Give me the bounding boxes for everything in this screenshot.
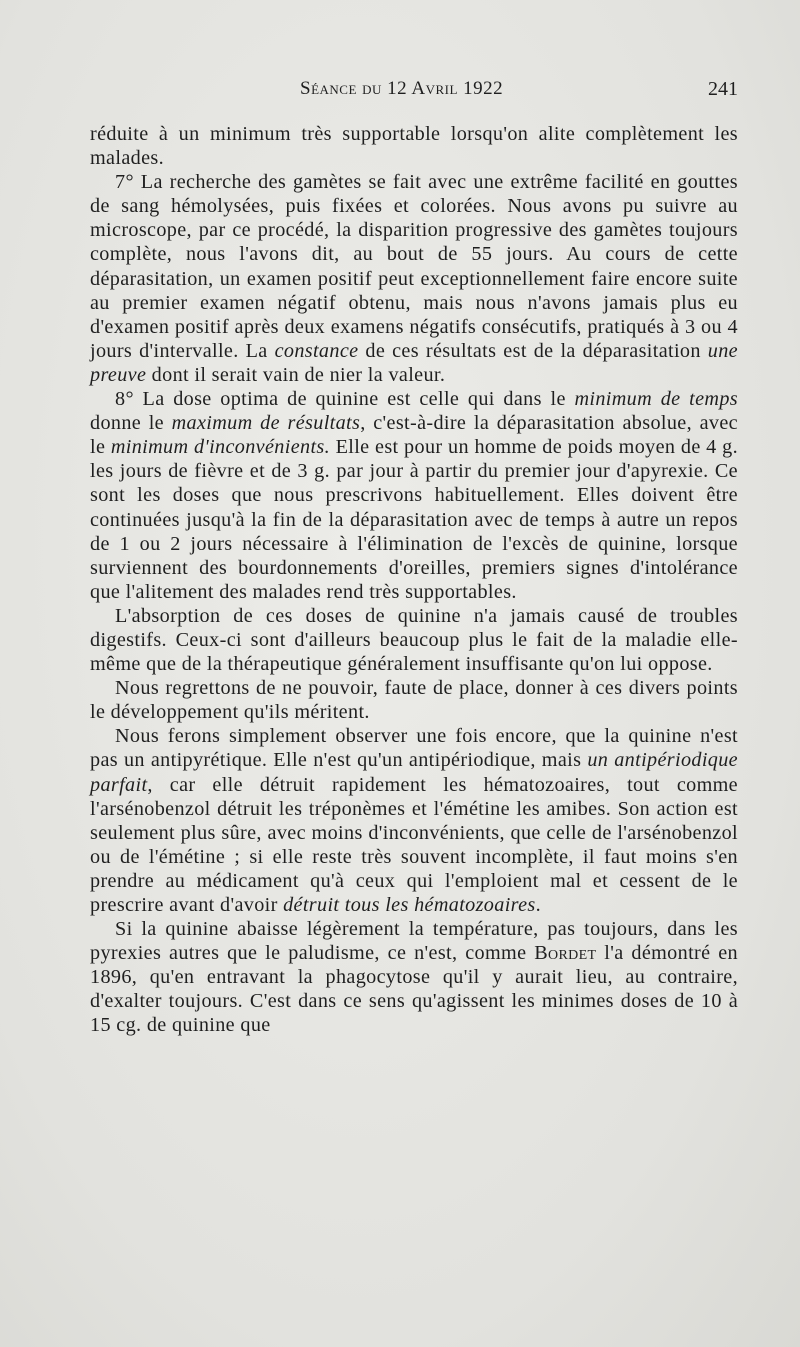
text-run: de ces résultats est de la déparasitation <box>358 339 708 362</box>
paragraph <box>90 724 738 917</box>
text-run: L'absorption de ces doses de quinine n'a jamais causé de troubles digestifs. Ceux-ci sont d'ailleurs beaucoup plus le fait de la maladie elle-même que de la thérapeutique généralement insuffisante qu'on lui oppose. <box>90 604 738 676</box>
text-run: donne le <box>90 412 172 435</box>
text-run: , c'est-à-dire la déparasitation absolue, avec le <box>90 412 738 459</box>
page-number: 241 <box>708 78 738 100</box>
italic-text: minimum de temps <box>574 388 738 411</box>
text-run: l'a démontré en 1896, qu'en entravant la phagocytose qu'il y aurait lieu, au contraire, d'exalter toujours. C'est dans ce sens qu'agissent les minimes doses de 10 à 15 cg. de quinine que <box>90 942 738 1037</box>
small-caps-name: Bordet <box>534 942 597 965</box>
italic-text: minimum d'inconvénients. <box>110 436 331 459</box>
text-run: . <box>535 894 542 916</box>
paragraph <box>90 122 738 170</box>
paragraph <box>90 917 738 1037</box>
italic-text: maximum de résultats <box>171 412 361 435</box>
paragraph <box>90 387 738 604</box>
paragraph <box>90 604 738 676</box>
text-run: réduite à un minimum très supportable lorsqu'on alite complètement les malades. <box>90 123 738 170</box>
text-run: Nous regrettons de ne pouvoir, faute de place, donner à ces divers points le développement qu'ils méritent. <box>90 677 738 724</box>
text-run: Elle est pour un homme de poids moyen de 4 g. les jours de fièvre et de 3 g. par jour à partir du premier jour d'apyrexie. Ce sont les doses que nous prescrivons habituellement. Elles doivent être continuées jusqu'à la fin de la déparasitation avec de temps à autre un repos de 1 ou 2 jours nécessaire à l'élimination de l'excès de quinine, lorsque surviennent des bourdonnements d'oreilles, premiers signes d'intolérance que l'alitement des malades rend très supportables. <box>90 436 739 603</box>
text-run: Nous ferons simplement observer une fois encore, que la quinine n'est pas un antipyrétique. Elle n'est qu'un antipériodique, mais <box>90 725 738 772</box>
text-run: 8° La dose optima de quinine est celle qui dans le <box>115 388 575 411</box>
italic-text: détruit tous les hématozoaires <box>283 894 536 916</box>
text-run: , car elle détruit rapidement les hématozoaires, tout comme l'arsénobenzol détruit les tréponèmes et l'émétine les amibes. Son action est seulement plus sûre, avec moins d'inconvénients, que celle de l'arsénobenzol ou de l'émétine ; si elle reste très souvent incomplète, il faut moins s'en prendre au médicament qu'à ceux qui l'emploient mal et cessent de le prescrire avant d'avoir <box>90 773 738 916</box>
paragraph <box>90 170 738 387</box>
paragraph <box>90 676 738 724</box>
italic-text: une preuve <box>90 339 738 386</box>
page-header <box>90 78 738 108</box>
italic-text: un antipériodique parfait <box>90 749 738 796</box>
running-title: Séance du 12 Avril 1922 <box>300 78 504 99</box>
text-run: Si la quinine abaisse légèrement la température, pas toujours, dans les pyrexies autres que le paludisme, ce n'est, comme <box>90 918 738 965</box>
text-run: dont il serait vain de nier la valeur. <box>146 363 446 386</box>
italic-text: constance <box>274 339 359 362</box>
text-run: 7° La recherche des gamètes se fait avec une extrême facilité en gouttes de sang hémolysées, puis fixées et colorées. Nous avons pu suivre au microscope, par ce procédé, la disparition progressive des gamètes toujours complète, nous l'avons dit, au bout de 55 jours. Au cours de cette déparasitation, un examen positif peut exceptionnellement faire encore suite au premier examen négatif obtenu, mais nous n'avons jamais plus eu d'examen positif après deux examens négatifs consécutifs, pratiqués à 3 ou 4 jours d'intervalle. La <box>90 171 738 362</box>
body-text <box>90 122 738 1038</box>
